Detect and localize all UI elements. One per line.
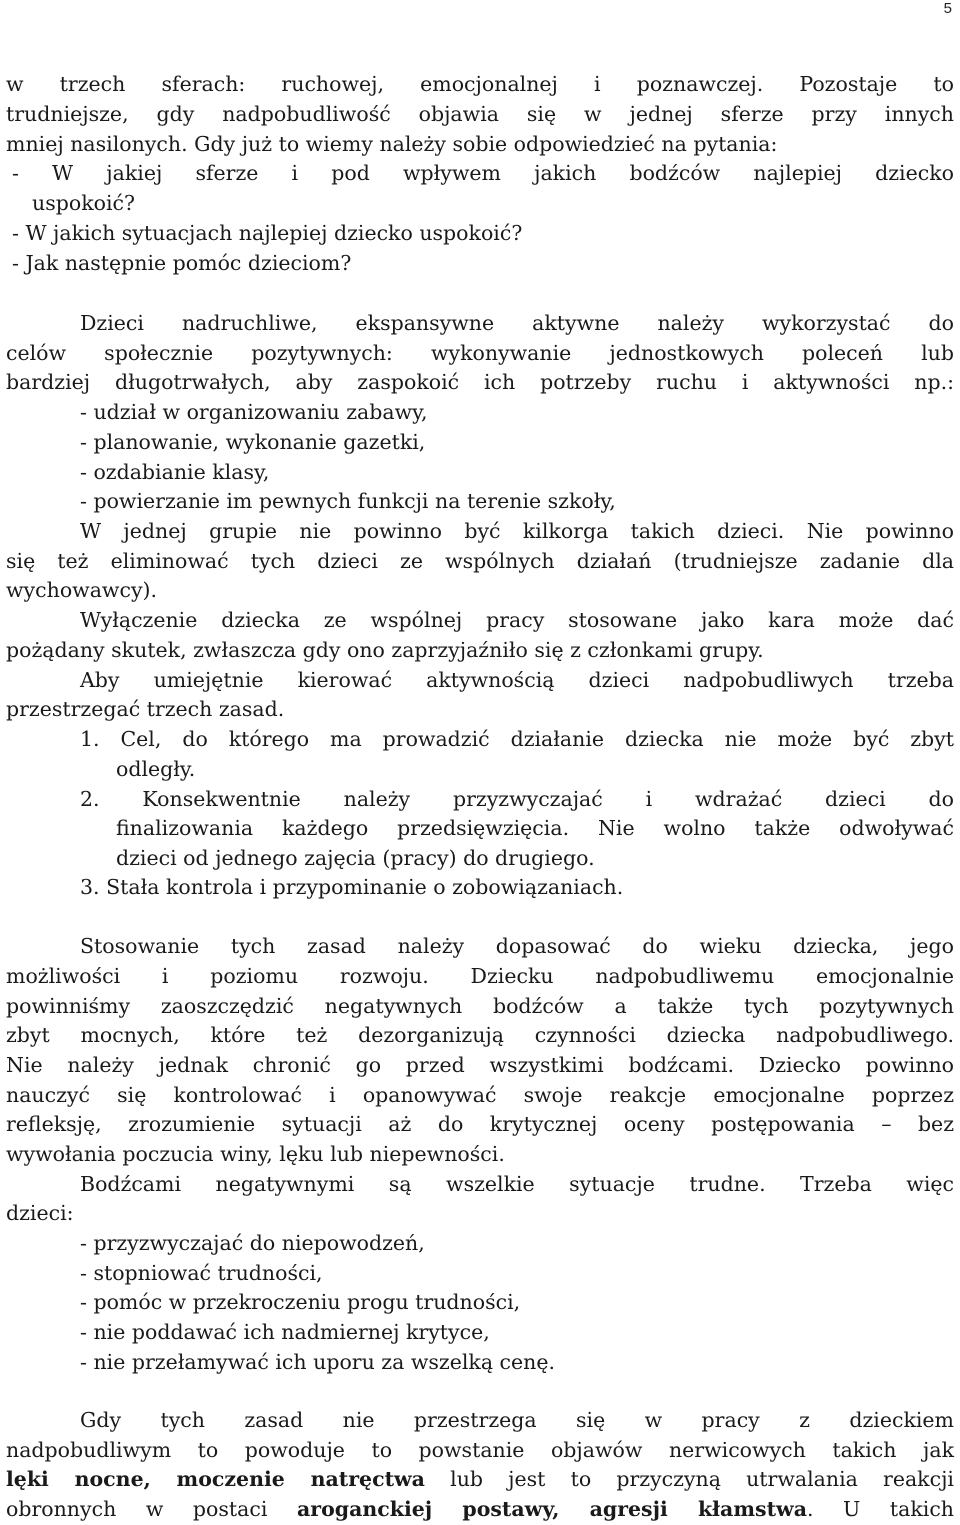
paragraph-start: Bodźcami negatywnymi są wszelkie sytuacje trudne. Trzeba więc <box>80 1172 954 1196</box>
text-line: nauczyć się kontrolować i opanowywać swoje reakcje emocjonalne poprzez <box>6 1083 954 1107</box>
paragraph-start: W jednej grupie nie powinno być kilkorga takich dzieci. Nie powinno <box>80 519 954 543</box>
text-line: celów społecznie pozytywnych: wykonywanie jednostkowych poleceń lub <box>6 341 954 365</box>
paragraph-start: Aby umiejętnie kierować aktywnością dzieci nadpobudliwych trzeba <box>80 668 954 692</box>
numbered-item: 1. Cel, do którego ma prowadzić działanie dziecka nie może być zbyt <box>80 727 954 751</box>
text-run: obronnych w postaci <box>6 1497 297 1521</box>
text-line: wywołania poczucia winy, lęku lub niepewności. <box>6 1142 505 1166</box>
list-item: - Jak następnie pomóc dzieciom? <box>12 251 352 275</box>
text-line: refleksję, zrozumienie sytuacji aż do krytycznej oceny postępowania – bez <box>6 1112 954 1136</box>
text-line: bardziej długotrwałych, aby zaspokoić ich potrzeby ruchu i aktywności np.: <box>6 370 954 394</box>
list-item: - W jakich sytuacjach najlepiej dziecko uspokoić? <box>12 221 523 245</box>
text-line: możliwości i poziomu rozwoju. Dziecku nadpobudliwemu emocjonalnie <box>6 964 954 988</box>
text-line: w trzech sferach: ruchowej, emocjonalnej i poznawczej. Pozostaje to <box>6 72 954 96</box>
text-line: nadpobudliwym to powoduje to powstanie objawów nerwicowych takich jak <box>6 1438 954 1462</box>
list-item: - W jakiej sferze i pod wpływem jakich bodźców najlepiej dziecko <box>12 161 954 185</box>
text-line: trudniejsze, gdy nadpobudliwość objawia się w jednej sferze przy innych <box>6 102 954 126</box>
numbered-item: 3. Stała kontrola i przypominanie o zobowiązaniach. <box>80 875 624 899</box>
text-line <box>6 1495 954 1524</box>
text-line <box>6 1465 954 1494</box>
list-item-continuation: uspokoić? <box>32 191 135 215</box>
bold-phrase: lęki nocne, moczenie natręctwa <box>6 1467 425 1491</box>
list-item: - udział w organizowaniu zabawy, <box>80 400 428 424</box>
paragraph-start: Wyłączenie dziecka ze wspólnej pracy stosowane jako kara może dać <box>80 608 954 632</box>
text-line: Nie należy jednak chronić go przed wszystkimi bodźcami. Dziecko powinno <box>6 1053 954 1077</box>
page-number: 5 <box>943 0 952 17</box>
text-line: wychowawcy). <box>6 578 158 602</box>
paragraph-start: Dzieci nadruchliwe, ekspansywne aktywne należy wykorzystać do <box>80 311 954 335</box>
list-item: - powierzanie im pewnych funkcji na terenie szkoły, <box>80 489 616 513</box>
list-item: - planowanie, wykonanie gazetki, <box>80 430 426 454</box>
text-line: powinniśmy zaoszczędzić negatywnych bodźców a także tych pozytywnych <box>6 994 954 1018</box>
list-item: - pomóc w przekroczeniu progu trudności, <box>80 1290 521 1314</box>
text-run: lub jest to przyczyną utrwalania reakcji <box>424 1467 954 1491</box>
list-item: - ozdabianie klasy, <box>80 460 270 484</box>
list-item: - przyzwyczajać do niepowodzeń, <box>80 1231 425 1255</box>
text-line: mniej nasilonych. Gdy już to wiemy należy sobie odpowiedzieć na pytania: <box>6 132 778 156</box>
text-run: . U takich <box>806 1497 955 1521</box>
paragraph-start: Stosowanie tych zasad należy dopasować do wieku dziecka, jego <box>80 934 954 958</box>
numbered-item: 2. Konsekwentnie należy przyzwyczajać i wdrażać dzieci do <box>80 787 954 811</box>
list-item: - nie przełamywać ich uporu za wszelką cenę. <box>80 1350 556 1374</box>
numbered-item-continuation: dzieci od jednego zajęcia (pracy) do drugiego. <box>116 846 595 870</box>
numbered-item-continuation: odległy. <box>116 757 196 781</box>
text-line: pożądany skutek, zwłaszcza gdy ono zaprzyjaźniło się z członkami grupy. <box>6 638 764 662</box>
text-line: przestrzegać trzech zasad. <box>6 697 285 721</box>
text-line: się też eliminować tych dzieci ze wspólnych działań (trudniejsze zadanie dla <box>6 549 954 573</box>
numbered-item-continuation: finalizowania każdego przedsięwzięcia. Nie wolno także odwoływać <box>116 816 954 840</box>
paragraph-start: Gdy tych zasad nie przestrzega się w pracy z dzieckiem <box>80 1408 954 1432</box>
text-line: zbyt mocnych, które też dezorganizują czynności dziecka nadpobudliwego. <box>6 1023 954 1047</box>
list-item: - stopniować trudności, <box>80 1261 323 1285</box>
bold-phrase: aroganckiej postawy, agresji kłamstwa <box>296 1497 807 1521</box>
text-line: dzieci: <box>6 1201 74 1225</box>
list-item: - nie poddawać ich nadmiernej krytyce, <box>80 1320 490 1344</box>
